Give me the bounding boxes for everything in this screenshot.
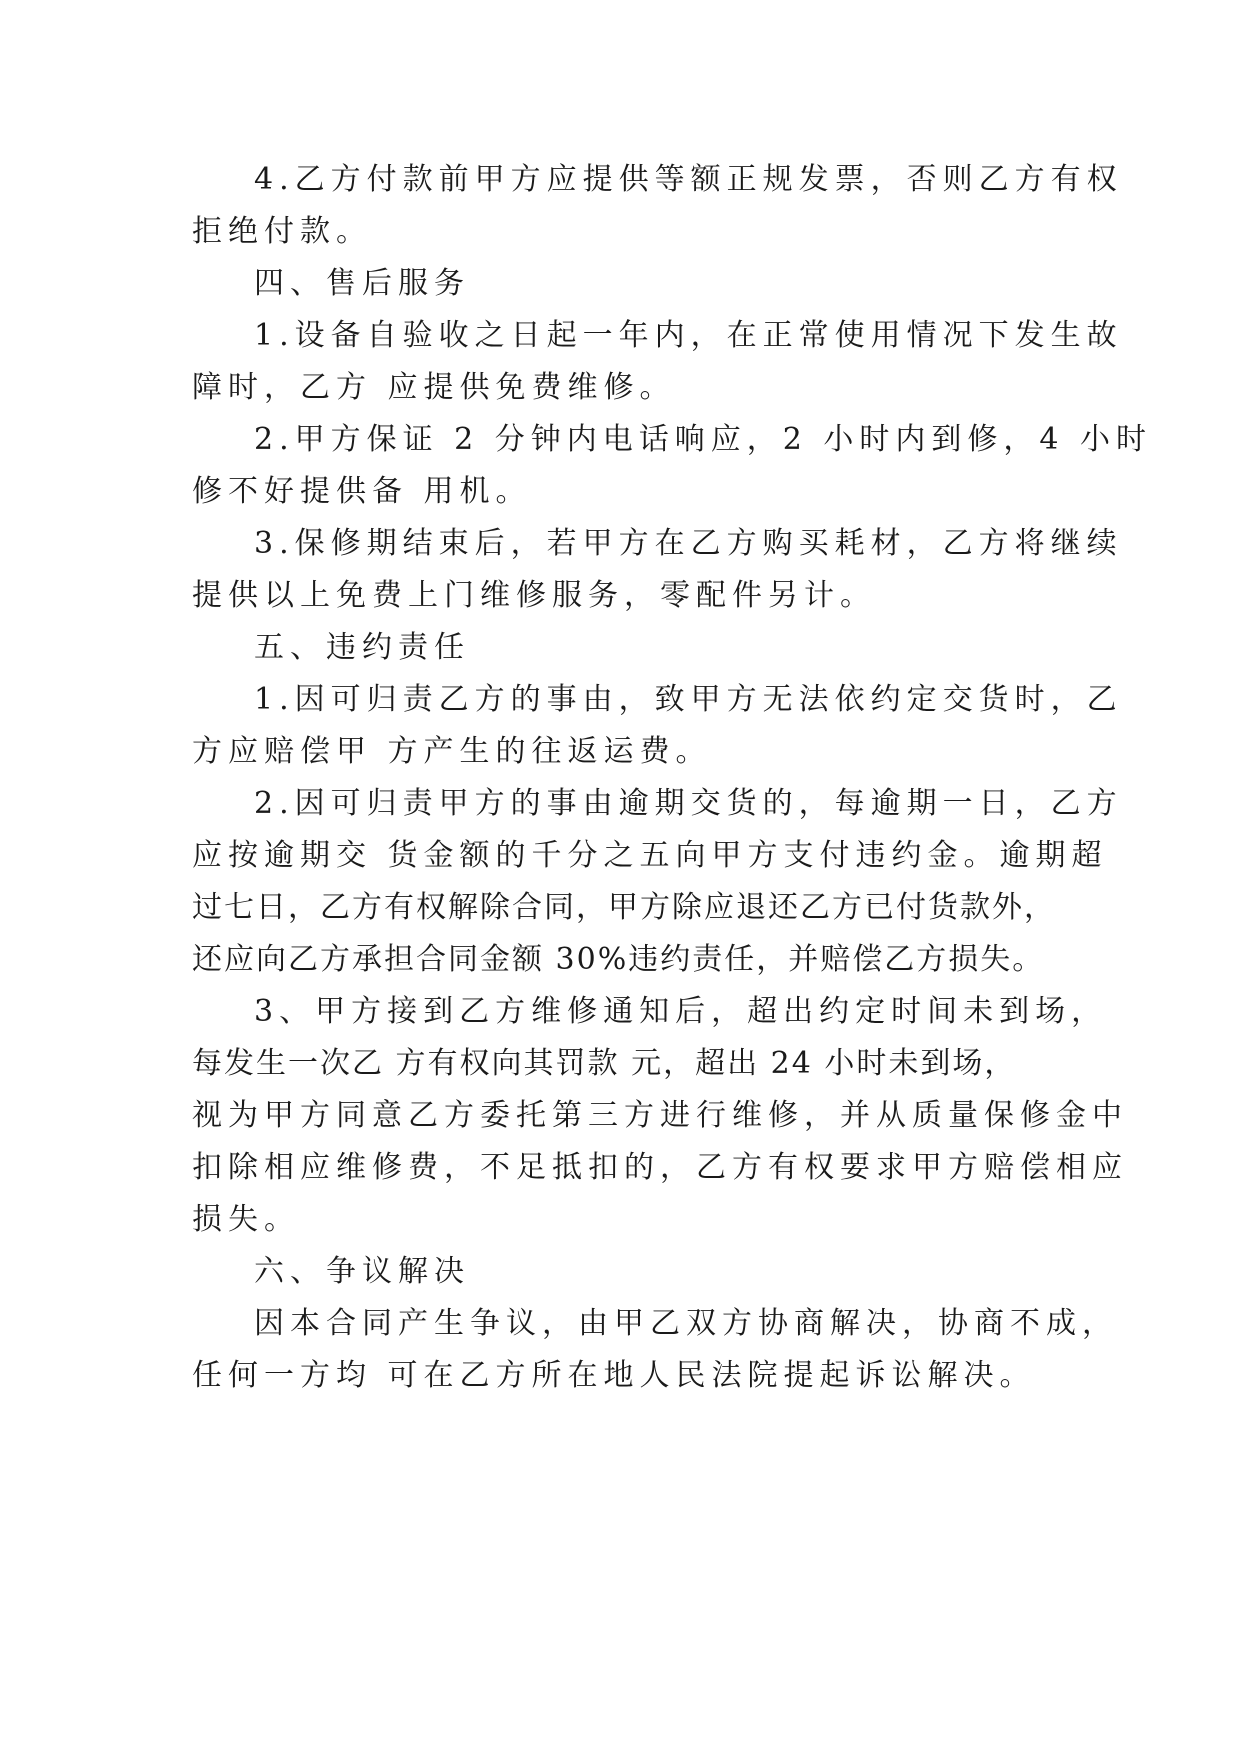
section-heading: 四、售后服务 bbox=[254, 266, 470, 301]
paragraph-line: 损失。 bbox=[192, 1202, 300, 1237]
paragraph-line: 方应赔偿甲 方产生的往返运费。 bbox=[192, 734, 712, 769]
paragraph-line: 拒绝付款。 bbox=[192, 214, 372, 249]
paragraph-line: 任何一方均 可在乙方所在地人民法院提起诉讼解决。 bbox=[192, 1358, 1036, 1393]
paragraph-line: 提供以上免费上门维修服务，零配件另计。 bbox=[192, 578, 876, 613]
paragraph-line: 每发生一次乙 方有权向其罚款 元，超出 24 小时未到场， bbox=[192, 1046, 1017, 1081]
paragraph-line: 1.设备自验收之日起一年内，在正常使用情况下发生故 bbox=[254, 318, 1123, 353]
paragraph-line: 还应向乙方承担合同金额 30%违约责任，并赔偿乙方损失。 bbox=[192, 942, 1045, 977]
paragraph-line: 因本合同产生争议，由甲乙双方协商解决，协商不成， bbox=[254, 1306, 1118, 1341]
paragraph-line: 视为甲方同意乙方委托第三方进行维修，并从质量保修金中 bbox=[192, 1098, 1128, 1133]
paragraph-line: 3、甲方接到乙方维修通知后，超出约定时间未到场， bbox=[254, 994, 1108, 1029]
section-heading: 五、违约责任 bbox=[254, 630, 470, 665]
paragraph-line: 障时，乙方 应提供免费维修。 bbox=[192, 370, 676, 405]
paragraph-line: 扣除相应维修费，不足抵扣的，乙方有权要求甲方赔偿相应 bbox=[192, 1150, 1128, 1185]
section-heading: 六、争议解决 bbox=[254, 1254, 470, 1289]
paragraph-line: 应按逾期交 货金额的千分之五向甲方支付违约金。逾期超 bbox=[192, 838, 1108, 873]
paragraph-line: 过七日，乙方有权解除合同，甲方除应退还乙方已付货款外， bbox=[192, 890, 1056, 925]
paragraph-line: 3.保修期结束后，若甲方在乙方购买耗材，乙方将继续 bbox=[254, 526, 1123, 561]
paragraph-line: 2.甲方保证 2 分钟内电话响应，2 小时内到修，4 小时 bbox=[254, 422, 1153, 457]
paragraph-line: 4.乙方付款前甲方应提供等额正规发票，否则乙方有权 bbox=[254, 162, 1123, 197]
paragraph-line: 修不好提供备 用机。 bbox=[192, 474, 532, 509]
paragraph-line: 1.因可归责乙方的事由，致甲方无法依约定交货时，乙 bbox=[254, 682, 1123, 717]
paragraph-line: 2.因可归责甲方的事由逾期交货的，每逾期一日，乙方 bbox=[254, 786, 1123, 821]
